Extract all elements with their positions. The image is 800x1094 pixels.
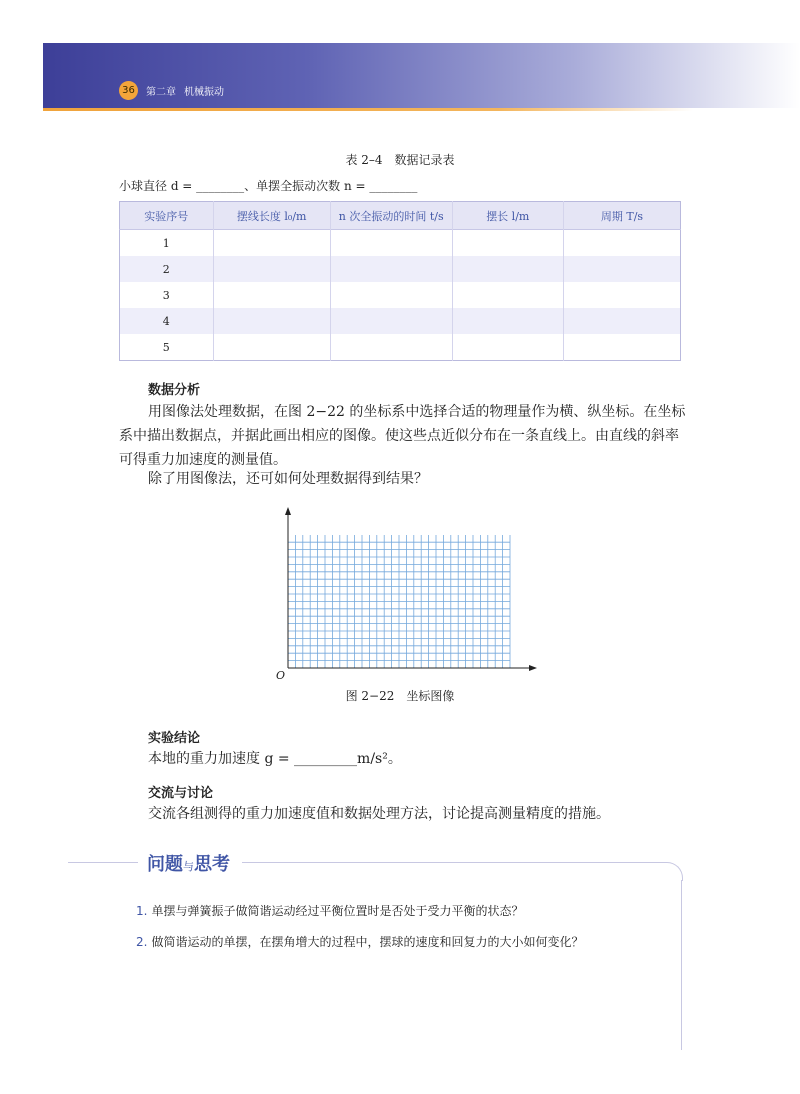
y-axis-arrow-icon — [285, 507, 291, 515]
table-cell[interactable] — [563, 334, 680, 361]
questions-box-border — [68, 862, 138, 863]
table-cell[interactable] — [213, 256, 330, 282]
discussion-heading: 交流与讨论 — [148, 786, 214, 801]
table-cell[interactable] — [213, 230, 330, 257]
table-cell[interactable] — [330, 308, 452, 334]
chapter-number: 第二章 — [146, 87, 176, 98]
table-row — [120, 308, 681, 334]
analysis-paragraph: 用图像法处理数据，在图 2−22 的坐标系中选择合适的物理量作为横、纵坐标。在坐标系中描出数据点，并据此画出相应的图像。使这些点近似分布在一条直线上。由直线的斜率可得重力加速度的测量值。 — [119, 404, 686, 468]
origin-label: O — [276, 669, 286, 682]
chapter-label — [146, 83, 232, 98]
table-cell[interactable] — [213, 308, 330, 334]
conclusion-text: 本地的重力加速度 g = _________m/s²。 — [148, 751, 402, 767]
table-cell[interactable] — [330, 334, 452, 361]
table-row — [120, 334, 681, 361]
row-index: 2 — [120, 256, 214, 282]
table-cell[interactable] — [213, 282, 330, 308]
table-cell[interactable] — [213, 334, 330, 361]
questions-heading-b: 思考 — [194, 854, 230, 875]
question-number: 1. — [136, 904, 148, 918]
table-cell[interactable] — [330, 230, 452, 257]
questions-box-border — [681, 880, 682, 1050]
table-cell[interactable] — [452, 282, 563, 308]
col-header-pendulum-length: 摆长 l/m — [452, 202, 563, 230]
x-axis-arrow-icon — [529, 665, 537, 671]
question-number: 2. — [136, 935, 148, 949]
table-cell[interactable] — [452, 334, 563, 361]
coordinate-grid-svg — [270, 505, 540, 685]
table-cell[interactable] — [452, 230, 563, 257]
table-cell[interactable] — [330, 256, 452, 282]
table-caption: 表 2–4 数据记录表 — [345, 153, 455, 167]
data-record-table — [119, 201, 681, 361]
table-row — [120, 230, 681, 257]
col-header-period: 周期 T/s — [600, 209, 644, 223]
table-row — [120, 256, 681, 282]
table-header-row — [120, 202, 681, 230]
table-cell[interactable] — [563, 256, 680, 282]
table-cell[interactable] — [330, 282, 452, 308]
question-item — [136, 933, 583, 950]
questions-box-border — [242, 862, 667, 863]
table-cell[interactable] — [563, 282, 680, 308]
questions-box-corner — [664, 862, 683, 881]
figure-caption: 图 2−22 坐标图像 — [345, 689, 455, 703]
col-header-index: 实验序号 — [120, 202, 214, 230]
table-meta-line: 小球直径 d = ________、单摆全振动次数 n = ________ — [119, 179, 418, 193]
chapter-title: 机械振动 — [184, 87, 224, 98]
coordinate-grid-figure — [270, 505, 540, 685]
table-cell[interactable] — [563, 308, 680, 334]
questions-heading-mid: 与 — [183, 860, 194, 873]
row-index: 3 — [120, 282, 214, 308]
col-header-time: n 次全振动的时间 t/s — [330, 202, 452, 230]
col-header-string-length: 摆线长度 l₀/m — [213, 202, 330, 230]
row-index: 5 — [120, 334, 214, 361]
questions-heading-a: 问题 — [147, 854, 183, 875]
analysis-question: 除了用图像法，还可如何处理数据得到结果？ — [148, 471, 428, 487]
table-cell[interactable] — [452, 256, 563, 282]
conclusion-heading: 实验结论 — [148, 731, 201, 746]
question-item — [136, 902, 523, 919]
header-underline — [43, 108, 693, 111]
analysis-heading: 数据分析 — [148, 383, 201, 398]
page-number-badge: 36 — [119, 81, 138, 100]
question-text: 做简谐运动的单摆，在摆角增大的过程中，摆球的速度和回复力的大小如何变化？ — [151, 935, 584, 949]
discussion-text: 交流各组测得的重力加速度值和数据处理方法，讨论提高测量精度的措施。 — [148, 806, 610, 822]
table-cell[interactable] — [563, 230, 680, 257]
table-row — [120, 282, 681, 308]
row-index: 1 — [120, 230, 214, 257]
page-header-band — [43, 43, 800, 108]
questions-heading — [147, 850, 230, 876]
grid-lines — [288, 535, 510, 668]
table-cell[interactable] — [452, 308, 563, 334]
row-index: 4 — [120, 308, 214, 334]
question-text: 单摆与弹簧振子做简谐运动经过平衡位置时是否处于受力平衡的状态？ — [151, 904, 524, 918]
